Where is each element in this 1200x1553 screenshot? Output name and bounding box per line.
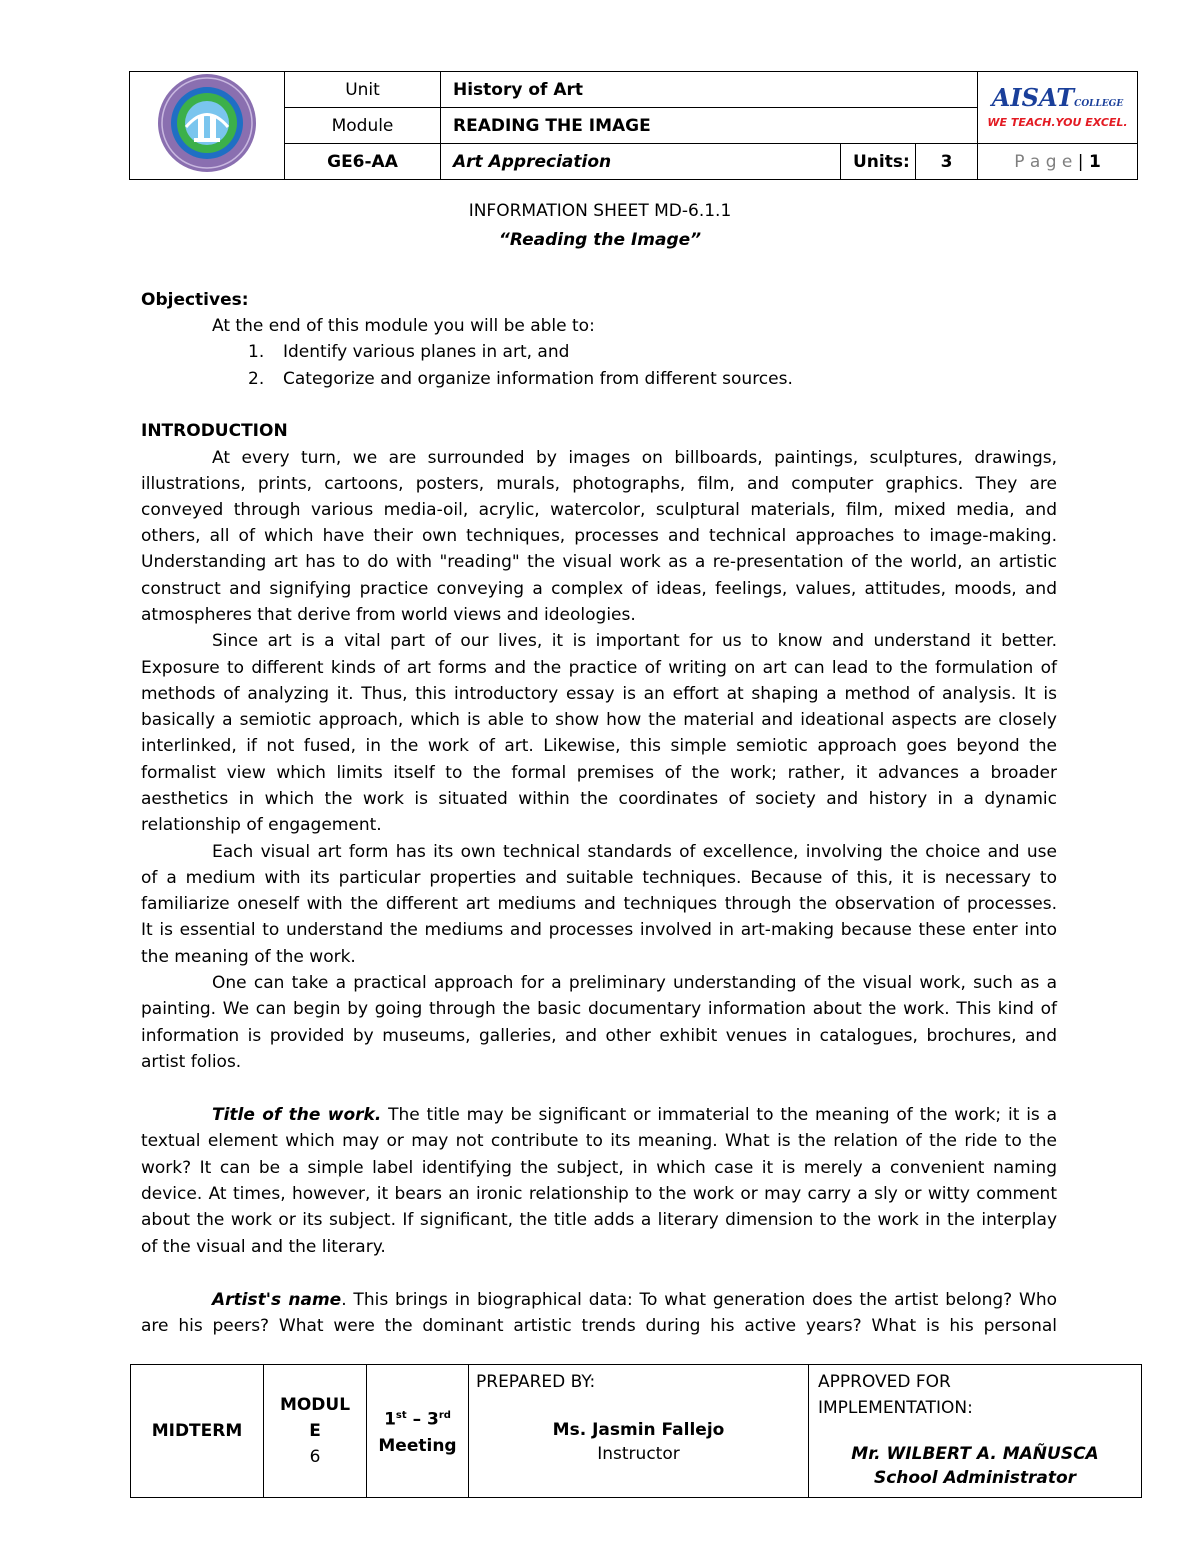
aisat-logo-college: COLLEGE — [1074, 98, 1124, 109]
body-line: Each visual art form has its own technical standards of excellence, involving the choice and use — [212, 842, 1057, 862]
body-line: It is essential to understand the mediums and processes involved in art-making because these enter into — [141, 920, 1057, 940]
unit-label: Unit — [285, 72, 441, 108]
aisat-logo-tagline: WE TEACH.YOU EXCEL. — [987, 115, 1128, 129]
body-line: painting. We can begin by going through the basic documentary information about the work. This kind of — [141, 999, 1057, 1019]
prepared-by-name: Ms. Jasmin Fallejo — [552, 1420, 725, 1440]
body-line: basically a semiotic approach, which is able to show how the material and ideational aspects are closely — [141, 710, 1057, 730]
title-of-work-line: Title of the work. The title may be significant or immaterial to the meaning of the work; it is a — [212, 1105, 1058, 1125]
footer-table — [130, 1364, 1142, 1498]
module-value: READING THE IMAGE — [441, 108, 978, 144]
course-code: GE6-AA — [285, 144, 441, 180]
body-line: interlinked, if not fused, in the work of art. Likewise, this simple semiotic approach goes beyond the — [141, 736, 1057, 756]
title-of-work-lead: Title of the work. — [212, 1105, 382, 1125]
approved-role: School Administrator — [873, 1468, 1077, 1488]
objective-item: Identify various planes in art, and — [283, 342, 570, 362]
objective-item: Categorize and organize information from different sources. — [283, 369, 793, 389]
artist-name-line: Artist's name. This brings in biographical data: To what generation does the artist belong? Who — [212, 1290, 1057, 1310]
body-line: relationship of engagement. — [141, 815, 382, 835]
body-line: atmospheres that derive from world views and ideologies. — [141, 605, 636, 625]
approved-name: Mr. WILBERT A. MAÑUSCA — [851, 1444, 1099, 1464]
body-line: are his peers? What were the dominant artistic trends during his active years? What is his personal — [141, 1316, 1057, 1336]
meeting-cell: 1st – 3rd Meeting — [367, 1365, 469, 1498]
units-label: Units: — [841, 144, 916, 180]
page-number: 1 — [1088, 151, 1101, 172]
approved-cell — [809, 1365, 1142, 1498]
artist-name-lead: Artist's name — [212, 1290, 342, 1310]
page-indicator — [978, 144, 1138, 180]
page-label: P a g e — [1014, 151, 1073, 172]
unit-value: History of Art — [441, 72, 978, 108]
prepared-by-label: PREPARED BY: — [476, 1372, 596, 1392]
body-line: information is provided by museums, galleries, and other exhibit venues in catalogues, brochures, and — [141, 1026, 1057, 1046]
body-line: formalist view which limits itself to the formal premises of the work; rather, it advances a broader — [141, 763, 1057, 783]
header-table — [129, 71, 1138, 180]
body-line: about the work or its subject. If significant, the title adds a literary dimension to the work in the interplay — [141, 1210, 1057, 1230]
doc-subtitle: “Reading the Image” — [498, 230, 702, 250]
prepared-by-cell — [469, 1365, 809, 1498]
body-line: conveyed through various media-oil, acrylic, watercolor, sculptural materials, film, mixed media, and — [141, 500, 1057, 520]
objectives-heading: Objectives: — [141, 290, 249, 310]
body-line: of a medium with its particular properties and suitable techniques. Because of this, it is necessary to — [141, 868, 1057, 888]
school-seal-logo — [156, 72, 258, 174]
prepared-by-role: Instructor — [597, 1444, 680, 1464]
body-line: methods of analyzing it. Thus, this introductory essay is an effort at shaping a method of analysis. It is — [141, 684, 1057, 704]
introduction-heading: INTRODUCTION — [141, 421, 288, 441]
school-seal-cell — [130, 72, 285, 180]
doc-title: INFORMATION SHEET MD-6.1.1 — [468, 201, 732, 221]
body-line: Exposure to different kinds of art forms and the practice of writing on art can lead to the formulation of — [141, 658, 1057, 678]
body-line: Understanding art has to do with "reading" the visual work as a re-presentation of the world, an artistic — [141, 552, 1057, 572]
objective-number: 1. — [248, 342, 265, 362]
body-line: At every turn, we are surrounded by images on billboards, paintings, sculptures, drawings, — [212, 448, 1057, 468]
units-value: 3 — [916, 144, 978, 180]
body-line: One can take a practical approach for a preliminary understanding of the visual work, such as a — [212, 973, 1057, 993]
body-line: illustrations, prints, cartoons, posters, murals, photographs, film, and computer graphics. They are — [141, 474, 1057, 494]
term-cell: MIDTERM — [131, 1365, 264, 1498]
objective-number: 2. — [248, 369, 265, 389]
objectives-intro: At the end of this module you will be able to: — [212, 316, 595, 336]
body-line: construct and signifying practice conveying a complex of ideas, feelings, values, attitudes, moods, and — [141, 579, 1057, 599]
module-cell: MODUL E 6 — [264, 1365, 367, 1498]
approved-label-2: IMPLEMENTATION: — [818, 1398, 973, 1418]
page-separator: | — [1077, 151, 1084, 172]
aisat-logo-word: AISATCOLLEGE — [991, 82, 1124, 112]
body-line: textual element which may or may not contribute to its meaning. What is the relation of the ride to the — [141, 1131, 1057, 1151]
aisat-logo — [978, 72, 1138, 144]
body-line: familiarize oneself with the different art mediums and techniques through the observation of processes. — [141, 894, 1057, 914]
module-label: Module — [285, 108, 441, 144]
body-line: work? It can be a simple label identifying the subject, in which case it is merely a convenient naming — [141, 1158, 1057, 1178]
approved-label-1: APPROVED FOR — [818, 1372, 951, 1392]
body-line: Since art is a vital part of our lives, it is important for us to know and understand it better. — [212, 631, 1057, 651]
body-line: device. At times, however, it bears an ironic relationship to the work or may carry a sly or witty comment — [141, 1184, 1057, 1204]
body-line: artist folios. — [141, 1052, 242, 1072]
course-title: Art Appreciation — [441, 144, 841, 180]
body-line: the meaning of the work. — [141, 947, 356, 967]
body-line: of the visual and the literary. — [141, 1237, 386, 1257]
body-line: aesthetics in which the work is situated within the coordinates of society and history in a dynamic — [141, 789, 1057, 809]
body-line: others, all of which have their own techniques, processes and technical approaches to image-making. — [141, 526, 1057, 546]
